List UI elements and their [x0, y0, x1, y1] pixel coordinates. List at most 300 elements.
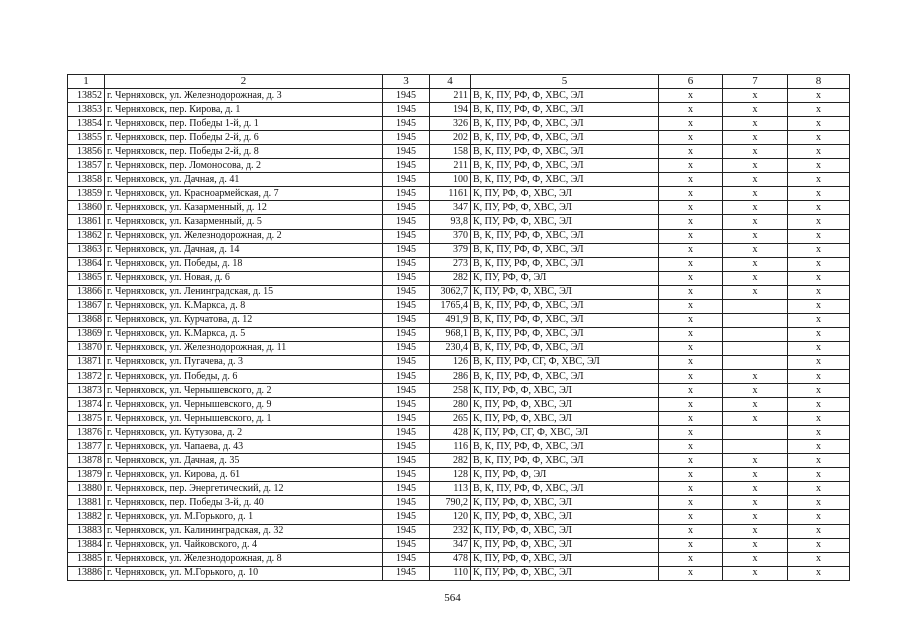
mark-col-7-cell: х — [723, 496, 788, 510]
year-built-cell: 1945 — [383, 327, 430, 341]
record-number-cell: 13869 — [68, 327, 105, 341]
mark-col-8-cell: х — [788, 187, 850, 201]
area-cell: 116 — [430, 440, 471, 454]
area-cell: 211 — [430, 159, 471, 173]
table-row — [68, 257, 850, 271]
col-header-4: 4 — [430, 75, 471, 89]
area-cell: 286 — [430, 369, 471, 383]
utilities-cell: К, ПУ, РФ, Ф, ХВС, ЭЛ — [471, 552, 659, 566]
col-header-3: 3 — [383, 75, 430, 89]
mark-col-6-cell: х — [659, 524, 723, 538]
area-cell: 478 — [430, 552, 471, 566]
table-row — [68, 510, 850, 524]
table-row — [68, 117, 850, 131]
table-row — [68, 285, 850, 299]
year-built-cell: 1945 — [383, 524, 430, 538]
mark-col-6-cell: х — [659, 566, 723, 580]
record-number-cell: 13852 — [68, 89, 105, 103]
mark-col-8-cell: х — [788, 369, 850, 383]
mark-col-7-cell: х — [723, 89, 788, 103]
mark-col-7-cell: х — [723, 524, 788, 538]
record-number-cell: 13855 — [68, 131, 105, 145]
record-number-cell: 13883 — [68, 524, 105, 538]
table-row — [68, 159, 850, 173]
year-built-cell: 1945 — [383, 510, 430, 524]
table-row — [68, 103, 850, 117]
utilities-cell: В, К, ПУ, РФ, Ф, ХВС, ЭЛ — [471, 131, 659, 145]
mark-col-8-cell: х — [788, 89, 850, 103]
year-built-cell: 1945 — [383, 159, 430, 173]
mark-col-8-cell: х — [788, 398, 850, 412]
col-header-5: 5 — [471, 75, 659, 89]
utilities-cell: К, ПУ, РФ, Ф, ХВС, ЭЛ — [471, 215, 659, 229]
year-built-cell: 1945 — [383, 566, 430, 580]
utilities-cell: В, К, ПУ, РФ, Ф, ХВС, ЭЛ — [471, 327, 659, 341]
mark-col-8-cell: х — [788, 426, 850, 440]
mark-col-8-cell: х — [788, 271, 850, 285]
utilities-cell: К, ПУ, РФ, Ф, ХВС, ЭЛ — [471, 566, 659, 580]
table-row — [68, 201, 850, 215]
mark-col-6-cell: х — [659, 187, 723, 201]
mark-col-8-cell: х — [788, 384, 850, 398]
table-row — [68, 468, 850, 482]
mark-col-6-cell: х — [659, 173, 723, 187]
year-built-cell: 1945 — [383, 131, 430, 145]
area-cell: 282 — [430, 454, 471, 468]
address-cell: г. Черняховск, ул. Красноармейская, д. 7 — [105, 187, 383, 201]
record-number-cell: 13874 — [68, 398, 105, 412]
mark-col-8-cell: х — [788, 243, 850, 257]
mark-col-7-cell: х — [723, 201, 788, 215]
mark-col-6-cell: х — [659, 89, 723, 103]
mark-col-6-cell: х — [659, 145, 723, 159]
record-number-cell: 13856 — [68, 145, 105, 159]
mark-col-8-cell: х — [788, 173, 850, 187]
mark-col-6-cell: х — [659, 243, 723, 257]
area-cell: 194 — [430, 103, 471, 117]
area-cell: 265 — [430, 412, 471, 426]
area-cell: 113 — [430, 482, 471, 496]
mark-col-8-cell: х — [788, 215, 850, 229]
utilities-cell: В, К, ПУ, РФ, Ф, ХВС, ЭЛ — [471, 173, 659, 187]
col-header-6: 6 — [659, 75, 723, 89]
mark-col-7-cell: х — [723, 538, 788, 552]
address-cell: г. Черняховск, ул. Кирова, д. 61 — [105, 468, 383, 482]
address-cell: г. Черняховск, ул. М.Горького, д. 10 — [105, 566, 383, 580]
year-built-cell: 1945 — [383, 103, 430, 117]
col-header-8: 8 — [788, 75, 850, 89]
table-row — [68, 566, 850, 580]
utilities-cell: В, К, ПУ, РФ, Ф, ХВС, ЭЛ — [471, 454, 659, 468]
table-row — [68, 384, 850, 398]
mark-col-7-cell: х — [723, 552, 788, 566]
mark-col-8-cell: х — [788, 482, 850, 496]
year-built-cell: 1945 — [383, 496, 430, 510]
record-number-cell: 13863 — [68, 243, 105, 257]
mark-col-6-cell: х — [659, 369, 723, 383]
mark-col-6-cell: х — [659, 117, 723, 131]
mark-col-6-cell: х — [659, 482, 723, 496]
area-cell: 428 — [430, 426, 471, 440]
mark-col-7-cell — [723, 440, 788, 454]
mark-col-7-cell: х — [723, 229, 788, 243]
mark-col-6-cell: х — [659, 454, 723, 468]
record-number-cell: 13872 — [68, 369, 105, 383]
year-built-cell: 1945 — [383, 369, 430, 383]
address-cell: г. Черняховск, ул. Чернышевского, д. 9 — [105, 398, 383, 412]
address-cell: г. Черняховск, ул. Чайковского, д. 4 — [105, 538, 383, 552]
utilities-cell: В, К, ПУ, РФ, Ф, ХВС, ЭЛ — [471, 229, 659, 243]
header-row — [68, 75, 850, 89]
table-row — [68, 89, 850, 103]
area-cell: 347 — [430, 538, 471, 552]
register-table — [67, 74, 850, 581]
table-row — [68, 327, 850, 341]
year-built-cell: 1945 — [383, 145, 430, 159]
mark-col-6-cell: х — [659, 496, 723, 510]
mark-col-7-cell — [723, 327, 788, 341]
record-number-cell: 13882 — [68, 510, 105, 524]
address-cell: г. Черняховск, ул. Победы, д. 18 — [105, 257, 383, 271]
address-cell: г. Черняховск, ул. Пугачева, д. 3 — [105, 355, 383, 369]
record-number-cell: 13886 — [68, 566, 105, 580]
address-cell: г. Черняховск, ул. М.Горького, д. 1 — [105, 510, 383, 524]
record-number-cell: 13871 — [68, 355, 105, 369]
mark-col-8-cell: х — [788, 201, 850, 215]
table-row — [68, 538, 850, 552]
mark-col-8-cell: х — [788, 299, 850, 313]
year-built-cell: 1945 — [383, 89, 430, 103]
utilities-cell: В, К, ПУ, РФ, Ф, ХВС, ЭЛ — [471, 145, 659, 159]
utilities-cell: В, К, ПУ, РФ, Ф, ХВС, ЭЛ — [471, 313, 659, 327]
year-built-cell: 1945 — [383, 412, 430, 426]
table-row — [68, 215, 850, 229]
mark-col-8-cell: х — [788, 257, 850, 271]
mark-col-8-cell: х — [788, 468, 850, 482]
area-cell: 120 — [430, 510, 471, 524]
mark-col-8-cell: х — [788, 510, 850, 524]
address-cell: г. Черняховск, ул. Кутузова, д. 2 — [105, 426, 383, 440]
utilities-cell: К, ПУ, РФ, Ф, ХВС, ЭЛ — [471, 187, 659, 201]
utilities-cell: К, ПУ, РФ, Ф, ХВС, ЭЛ — [471, 398, 659, 412]
record-number-cell: 13868 — [68, 313, 105, 327]
mark-col-7-cell — [723, 313, 788, 327]
record-number-cell: 13865 — [68, 271, 105, 285]
record-number-cell: 13878 — [68, 454, 105, 468]
year-built-cell: 1945 — [383, 440, 430, 454]
address-cell: г. Черняховск, ул. Чапаева, д. 43 — [105, 440, 383, 454]
area-cell: 3062,7 — [430, 285, 471, 299]
mark-col-6-cell: х — [659, 538, 723, 552]
area-cell: 211 — [430, 89, 471, 103]
record-number-cell: 13858 — [68, 173, 105, 187]
mark-col-7-cell: х — [723, 369, 788, 383]
area-cell: 379 — [430, 243, 471, 257]
utilities-cell: К, ПУ, РФ, Ф, ХВС, ЭЛ — [471, 538, 659, 552]
mark-col-6-cell: х — [659, 412, 723, 426]
table-row — [68, 243, 850, 257]
utilities-cell: К, ПУ, РФ, Ф, ХВС, ЭЛ — [471, 510, 659, 524]
utilities-cell: В, К, ПУ, РФ, СГ, Ф, ХВС, ЭЛ — [471, 355, 659, 369]
record-number-cell: 13873 — [68, 384, 105, 398]
record-number-cell: 13879 — [68, 468, 105, 482]
table-row — [68, 131, 850, 145]
utilities-cell: К, ПУ, РФ, Ф, ЭЛ — [471, 468, 659, 482]
mark-col-6-cell: х — [659, 355, 723, 369]
table-row — [68, 173, 850, 187]
year-built-cell: 1945 — [383, 215, 430, 229]
mark-col-6-cell: х — [659, 398, 723, 412]
mark-col-7-cell: х — [723, 215, 788, 229]
mark-col-8-cell: х — [788, 159, 850, 173]
mark-col-8-cell: х — [788, 454, 850, 468]
mark-col-7-cell: х — [723, 566, 788, 580]
mark-col-7-cell: х — [723, 412, 788, 426]
record-number-cell: 13861 — [68, 215, 105, 229]
mark-col-7-cell: х — [723, 468, 788, 482]
year-built-cell: 1945 — [383, 313, 430, 327]
area-cell: 93,8 — [430, 215, 471, 229]
mark-col-8-cell: х — [788, 566, 850, 580]
record-number-cell: 13854 — [68, 117, 105, 131]
table-row — [68, 552, 850, 566]
mark-col-6-cell: х — [659, 468, 723, 482]
mark-col-8-cell: х — [788, 496, 850, 510]
table-row — [68, 355, 850, 369]
mark-col-7-cell: х — [723, 173, 788, 187]
year-built-cell: 1945 — [383, 173, 430, 187]
area-cell: 110 — [430, 566, 471, 580]
year-built-cell: 1945 — [383, 454, 430, 468]
table-row — [68, 524, 850, 538]
area-cell: 126 — [430, 355, 471, 369]
mark-col-7-cell: х — [723, 285, 788, 299]
record-number-cell: 13857 — [68, 159, 105, 173]
mark-col-8-cell: х — [788, 103, 850, 117]
address-cell: г. Черняховск, ул. Казарменный, д. 12 — [105, 201, 383, 215]
utilities-cell: К, ПУ, РФ, Ф, ХВС, ЭЛ — [471, 201, 659, 215]
record-number-cell: 13881 — [68, 496, 105, 510]
mark-col-6-cell: х — [659, 103, 723, 117]
address-cell: г. Черняховск, ул. Дачная, д. 35 — [105, 454, 383, 468]
area-cell: 370 — [430, 229, 471, 243]
year-built-cell: 1945 — [383, 243, 430, 257]
record-number-cell: 13885 — [68, 552, 105, 566]
year-built-cell: 1945 — [383, 271, 430, 285]
address-cell: г. Черняховск, пер. Ломоносова, д. 2 — [105, 159, 383, 173]
table-row — [68, 187, 850, 201]
utilities-cell: В, К, ПУ, РФ, Ф, ХВС, ЭЛ — [471, 159, 659, 173]
year-built-cell: 1945 — [383, 285, 430, 299]
year-built-cell: 1945 — [383, 552, 430, 566]
record-number-cell: 13853 — [68, 103, 105, 117]
record-number-cell: 13859 — [68, 187, 105, 201]
year-built-cell: 1945 — [383, 299, 430, 313]
table-body — [68, 89, 850, 581]
area-cell: 282 — [430, 271, 471, 285]
table-row — [68, 313, 850, 327]
year-built-cell: 1945 — [383, 398, 430, 412]
area-cell: 230,4 — [430, 341, 471, 355]
mark-col-7-cell: х — [723, 243, 788, 257]
area-cell: 128 — [430, 468, 471, 482]
mark-col-7-cell — [723, 299, 788, 313]
record-number-cell: 13876 — [68, 426, 105, 440]
table-row — [68, 229, 850, 243]
mark-col-7-cell: х — [723, 117, 788, 131]
mark-col-6-cell: х — [659, 299, 723, 313]
mark-col-7-cell: х — [723, 482, 788, 496]
address-cell: г. Черняховск, пер. Энергетический, д. 12 — [105, 482, 383, 496]
mark-col-7-cell: х — [723, 271, 788, 285]
table-row — [68, 369, 850, 383]
address-cell: г. Черняховск, ул. Дачная, д. 41 — [105, 173, 383, 187]
col-header-2: 2 — [105, 75, 383, 89]
address-cell: г. Черняховск, ул. Дачная, д. 14 — [105, 243, 383, 257]
record-number-cell: 13864 — [68, 257, 105, 271]
mark-col-6-cell: х — [659, 510, 723, 524]
address-cell: г. Черняховск, пер. Кирова, д. 1 — [105, 103, 383, 117]
utilities-cell: К, ПУ, РФ, Ф, ХВС, ЭЛ — [471, 412, 659, 426]
table-row — [68, 482, 850, 496]
record-number-cell: 13877 — [68, 440, 105, 454]
address-cell: г. Черняховск, ул. Железнодорожная, д. 2 — [105, 229, 383, 243]
record-number-cell: 13860 — [68, 201, 105, 215]
col-header-1: 1 — [68, 75, 105, 89]
mark-col-8-cell: х — [788, 538, 850, 552]
mark-col-6-cell: х — [659, 201, 723, 215]
year-built-cell: 1945 — [383, 384, 430, 398]
area-cell: 968,1 — [430, 327, 471, 341]
address-cell: г. Черняховск, пер. Победы 2-й, д. 8 — [105, 145, 383, 159]
mark-col-7-cell: х — [723, 187, 788, 201]
utilities-cell: К, ПУ, РФ, Ф, ХВС, ЭЛ — [471, 384, 659, 398]
mark-col-8-cell: х — [788, 412, 850, 426]
mark-col-7-cell — [723, 426, 788, 440]
mark-col-8-cell: х — [788, 229, 850, 243]
year-built-cell: 1945 — [383, 482, 430, 496]
address-cell: г. Черняховск, ул. Железнодорожная, д. 3 — [105, 89, 383, 103]
mark-col-7-cell — [723, 341, 788, 355]
col-header-7: 7 — [723, 75, 788, 89]
area-cell: 258 — [430, 384, 471, 398]
record-number-cell: 13875 — [68, 412, 105, 426]
address-cell: г. Черняховск, ул. Казарменный, д. 5 — [105, 215, 383, 229]
year-built-cell: 1945 — [383, 187, 430, 201]
address-cell: г. Черняховск, ул. Железнодорожная, д. 8 — [105, 552, 383, 566]
mark-col-7-cell: х — [723, 159, 788, 173]
mark-col-7-cell: х — [723, 454, 788, 468]
utilities-cell: В, К, ПУ, РФ, Ф, ХВС, ЭЛ — [471, 89, 659, 103]
year-built-cell: 1945 — [383, 117, 430, 131]
address-cell: г. Черняховск, пер. Победы 2-й, д. 6 — [105, 131, 383, 145]
record-number-cell: 13862 — [68, 229, 105, 243]
record-number-cell: 13884 — [68, 538, 105, 552]
area-cell: 280 — [430, 398, 471, 412]
mark-col-7-cell: х — [723, 257, 788, 271]
mark-col-6-cell: х — [659, 552, 723, 566]
utilities-cell: К, ПУ, РФ, Ф, ХВС, ЭЛ — [471, 496, 659, 510]
table-row — [68, 412, 850, 426]
utilities-cell: К, ПУ, РФ, СГ, Ф, ХВС, ЭЛ — [471, 426, 659, 440]
year-built-cell: 1945 — [383, 468, 430, 482]
utilities-cell: В, К, ПУ, РФ, Ф, ХВС, ЭЛ — [471, 299, 659, 313]
table-row — [68, 426, 850, 440]
area-cell: 158 — [430, 145, 471, 159]
mark-col-7-cell: х — [723, 145, 788, 159]
area-cell: 1161 — [430, 187, 471, 201]
area-cell: 326 — [430, 117, 471, 131]
table-row — [68, 496, 850, 510]
area-cell: 100 — [430, 173, 471, 187]
table-row — [68, 145, 850, 159]
utilities-cell: В, К, ПУ, РФ, Ф, ХВС, ЭЛ — [471, 482, 659, 496]
address-cell: г. Черняховск, пер. Победы 1-й, д. 1 — [105, 117, 383, 131]
page-number: 564 — [444, 592, 461, 604]
mark-col-8-cell: х — [788, 313, 850, 327]
table-row — [68, 341, 850, 355]
mark-col-8-cell: х — [788, 285, 850, 299]
mark-col-8-cell: х — [788, 131, 850, 145]
address-cell: г. Черняховск, ул. Ленинградская, д. 15 — [105, 285, 383, 299]
mark-col-8-cell: х — [788, 552, 850, 566]
mark-col-8-cell: х — [788, 440, 850, 454]
mark-col-6-cell: х — [659, 426, 723, 440]
year-built-cell: 1945 — [383, 257, 430, 271]
utilities-cell: К, ПУ, РФ, Ф, ЭЛ — [471, 271, 659, 285]
table-row — [68, 454, 850, 468]
address-cell: г. Черняховск, ул. Чернышевского, д. 1 — [105, 412, 383, 426]
mark-col-8-cell: х — [788, 524, 850, 538]
mark-col-6-cell: х — [659, 341, 723, 355]
record-number-cell: 13870 — [68, 341, 105, 355]
utilities-cell: В, К, ПУ, РФ, Ф, ХВС, ЭЛ — [471, 341, 659, 355]
utilities-cell: К, ПУ, РФ, Ф, ХВС, ЭЛ — [471, 285, 659, 299]
utilities-cell: В, К, ПУ, РФ, Ф, ХВС, ЭЛ — [471, 117, 659, 131]
table-row — [68, 271, 850, 285]
mark-col-7-cell: х — [723, 103, 788, 117]
table-row — [68, 299, 850, 313]
mark-col-6-cell: х — [659, 215, 723, 229]
utilities-cell: В, К, ПУ, РФ, Ф, ХВС, ЭЛ — [471, 369, 659, 383]
record-number-cell: 13866 — [68, 285, 105, 299]
address-cell: г. Черняховск, ул. Курчатова, д. 12 — [105, 313, 383, 327]
mark-col-6-cell: х — [659, 271, 723, 285]
record-number-cell: 13867 — [68, 299, 105, 313]
mark-col-6-cell: х — [659, 327, 723, 341]
address-cell: г. Черняховск, ул. Чернышевского, д. 2 — [105, 384, 383, 398]
table-row — [68, 398, 850, 412]
year-built-cell: 1945 — [383, 355, 430, 369]
mark-col-8-cell: х — [788, 341, 850, 355]
mark-col-6-cell: х — [659, 257, 723, 271]
address-cell: г. Черняховск, ул. К.Маркса, д. 5 — [105, 327, 383, 341]
mark-col-6-cell: х — [659, 159, 723, 173]
mark-col-8-cell: х — [788, 117, 850, 131]
mark-col-8-cell: х — [788, 327, 850, 341]
year-built-cell: 1945 — [383, 201, 430, 215]
address-cell: г. Черняховск, ул. Железнодорожная, д. 11 — [105, 341, 383, 355]
utilities-cell: В, К, ПУ, РФ, Ф, ХВС, ЭЛ — [471, 243, 659, 257]
mark-col-6-cell: х — [659, 229, 723, 243]
mark-col-7-cell: х — [723, 510, 788, 524]
address-cell: г. Черняховск, ул. Калининградская, д. 32 — [105, 524, 383, 538]
area-cell: 232 — [430, 524, 471, 538]
year-built-cell: 1945 — [383, 229, 430, 243]
address-cell: г. Черняховск, ул. Победы, д. 6 — [105, 369, 383, 383]
mark-col-7-cell: х — [723, 398, 788, 412]
mark-col-8-cell: х — [788, 145, 850, 159]
